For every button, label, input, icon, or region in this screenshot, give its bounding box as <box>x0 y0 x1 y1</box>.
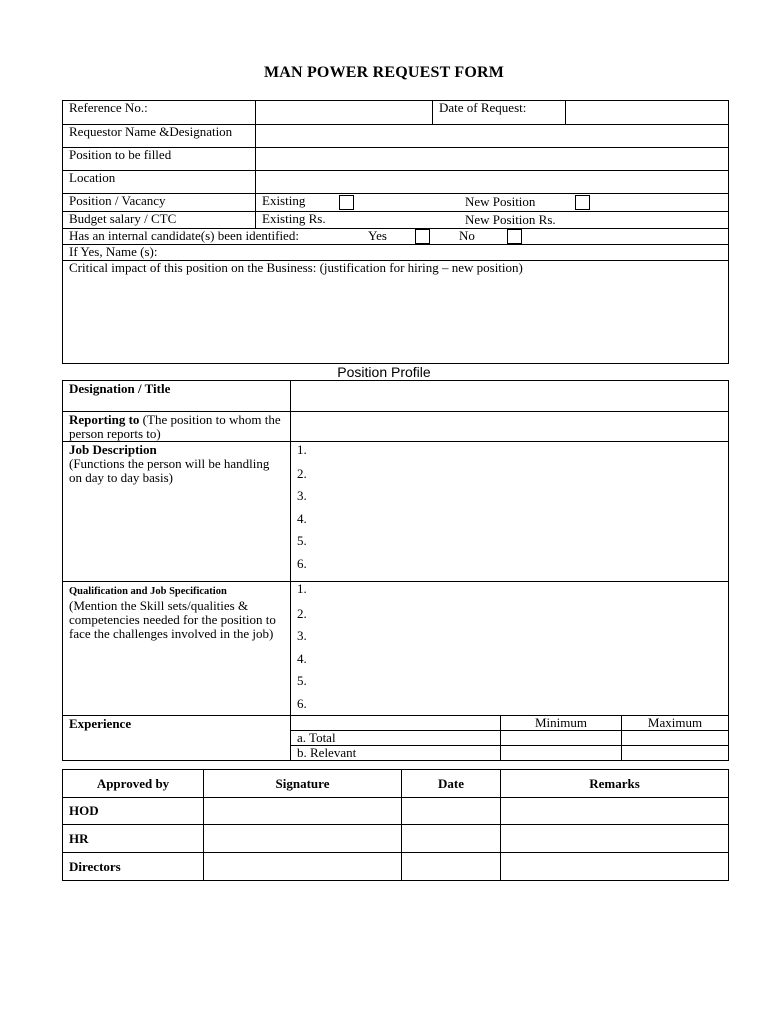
list-item: 1. <box>297 581 307 596</box>
list-item: 2. <box>297 466 307 481</box>
reference-label: Reference No.: <box>63 101 256 125</box>
remarks-field[interactable] <box>501 798 729 825</box>
location-label: Location <box>63 171 256 194</box>
total-maximum-field[interactable] <box>622 730 729 745</box>
existing-label: Existing <box>262 193 306 208</box>
list-item: 3. <box>297 628 307 644</box>
list-item: 6. <box>297 695 307 711</box>
list-item: 3. <box>297 488 307 504</box>
new-position-label: New Position <box>465 194 536 209</box>
list-item: 5. <box>297 533 307 549</box>
position-profile-table <box>62 380 729 761</box>
maximum-header: Maximum <box>622 715 729 730</box>
list-item: 2. <box>297 606 307 621</box>
internal-candidate-row <box>63 229 729 245</box>
relevant-minimum-field[interactable] <box>501 745 622 760</box>
reference-field[interactable] <box>256 101 433 125</box>
requestor-field[interactable] <box>256 125 729 148</box>
existing-rs-label: Existing Rs. <box>262 211 326 226</box>
job-description-list[interactable] <box>291 442 729 582</box>
experience-label: Experience <box>63 715 291 760</box>
no-checkbox[interactable] <box>507 229 522 244</box>
date-of-request-field[interactable] <box>566 101 729 125</box>
if-yes-name-field[interactable]: If Yes, Name (s): <box>63 245 729 261</box>
signature-field[interactable] <box>204 853 402 881</box>
position-profile-heading: Position Profile <box>337 364 431 380</box>
position-field[interactable] <box>256 148 729 171</box>
remarks-header: Remarks <box>501 770 729 798</box>
approval-table <box>62 769 729 881</box>
yes-label: Yes <box>368 228 387 243</box>
request-details-table <box>62 100 729 364</box>
signature-header: Signature <box>204 770 402 798</box>
relevant-label: b. Relevant <box>291 745 501 760</box>
qualification-label: Qualification and Job Specification (Mention the Skill sets/qualities & competencies needed for the position to face the challenges involved in the job) <box>63 582 291 716</box>
form-title: MAN POWER REQUEST FORM <box>263 64 505 81</box>
remarks-field[interactable] <box>501 825 729 853</box>
requestor-label: Requestor Name &Designation <box>63 125 256 148</box>
total-minimum-field[interactable] <box>501 730 622 745</box>
list-item: 1. <box>297 442 307 457</box>
approver-hr: HR <box>63 825 204 853</box>
existing-checkbox[interactable] <box>339 195 354 210</box>
approver-directors: Directors <box>63 853 204 881</box>
signature-field[interactable] <box>204 798 402 825</box>
list-item: 6. <box>297 555 307 571</box>
date-field[interactable] <box>402 798 501 825</box>
list-item: 4. <box>297 510 307 526</box>
budget-fields[interactable] <box>256 212 729 229</box>
new-position-rs-label: New Position Rs. <box>465 212 556 227</box>
remarks-field[interactable] <box>501 853 729 881</box>
designation-label: Designation / Title <box>63 381 291 412</box>
new-position-checkbox[interactable] <box>575 195 590 210</box>
signature-field[interactable] <box>204 825 402 853</box>
relevant-maximum-field[interactable] <box>622 745 729 760</box>
yes-checkbox[interactable] <box>415 229 430 244</box>
date-of-request-label: Date of Request: <box>433 101 566 125</box>
vacancy-options <box>256 194 729 212</box>
date-field[interactable] <box>402 853 501 881</box>
budget-label: Budget salary / CTC <box>63 212 256 229</box>
critical-impact-field[interactable]: Critical impact of this position on the Business: (justification for hiring – new position) <box>63 261 729 364</box>
qualification-list[interactable] <box>291 582 729 716</box>
designation-field[interactable] <box>291 381 729 412</box>
reporting-to-field[interactable] <box>291 412 729 442</box>
internal-candidate-label: Has an internal candidate(s) been identified: <box>69 228 299 243</box>
list-item: 4. <box>297 650 307 666</box>
location-field[interactable] <box>256 171 729 194</box>
total-label: a. Total <box>291 730 501 745</box>
job-description-label: Job Description (Functions the person will be handling on day to day basis) <box>63 442 291 582</box>
minimum-header: Minimum <box>501 715 622 730</box>
no-label: No <box>459 228 475 243</box>
vacancy-label: Position / Vacancy <box>63 194 256 212</box>
date-header: Date <box>402 770 501 798</box>
experience-blank-cell <box>291 715 501 730</box>
list-item: 5. <box>297 673 307 689</box>
approver-hod: HOD <box>63 798 204 825</box>
position-label: Position to be filled <box>63 148 256 171</box>
date-field[interactable] <box>402 825 501 853</box>
approved-by-header: Approved by <box>63 770 204 798</box>
reporting-to-label: Reporting to (The position to whom the person reports to) <box>63 412 291 442</box>
